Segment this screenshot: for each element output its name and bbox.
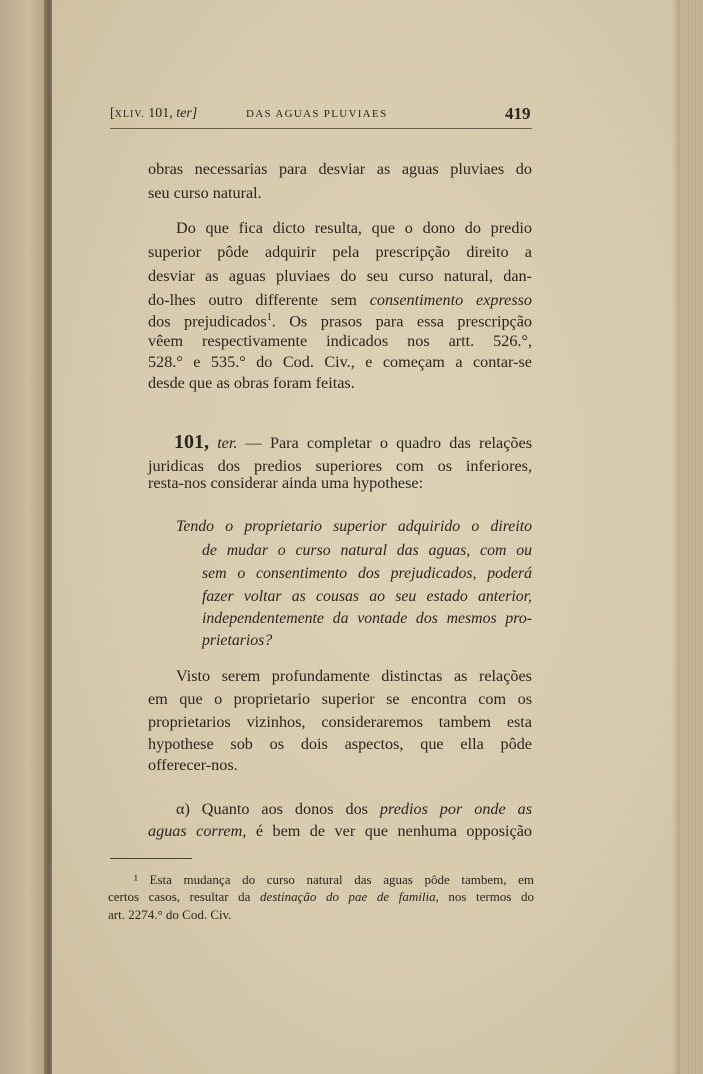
section-suffix-heading: ter. <box>217 434 238 452</box>
text-line: juridicas dos predios superiores com os inferiores, <box>148 457 532 475</box>
text-line: 528.° e 535.° do Cod. Civ., e começam a contar-se <box>148 353 532 371</box>
text-line: resta-nos considerar ainda uma hypothese: <box>148 474 424 492</box>
header-rule <box>110 128 532 129</box>
chapter-number: XLIV. <box>114 109 145 120</box>
text-line: proprietarios vizinhos, consideraremos tambem esta <box>148 713 532 731</box>
running-header-title: DAS AGUAS PLUVIAES <box>246 108 388 120</box>
italic-phrase: predios por onde as <box>379 800 533 818</box>
text-line: vêem respectivamente indicados nos artt. 526.°, <box>148 332 532 350</box>
footnote-marker: 1 <box>266 312 272 323</box>
italic-phrase: consentimento expresso <box>369 291 533 309</box>
question-line: prietarios? <box>202 632 273 649</box>
text-line: seu curso natural. <box>148 184 262 202</box>
page-stack-edge <box>680 0 703 1074</box>
text-line: Visto serem profundamente distinctas as relações <box>176 667 532 685</box>
question-line: Tendo o proprietario superior adquirido o direito <box>176 518 532 535</box>
text-line: do-lhes outro differente sem consentimento expresso <box>148 291 533 309</box>
text-line: em que o proprietario superior se encontra com os <box>148 690 532 708</box>
text-line: superior pôde adquirir pela prescripção direito a <box>148 243 532 261</box>
section-number: 101, <box>148 106 173 121</box>
footnote-line: art. 2274.° do Cod. Civ. <box>108 907 232 922</box>
text-line: dos prejudicados$^1$. Os prasos para essa prescripção <box>148 312 532 331</box>
text-line: obras necessarias para desviar as aguas pluviaes do <box>148 160 532 178</box>
text-line: aguas correm, é bem de ver que nenhuma opposição <box>148 822 532 840</box>
footnote-rule <box>110 858 192 859</box>
question-line: sem o consentimento dos prejudicados, poderá <box>202 565 532 582</box>
text-line: desde que as obras foram feitas. <box>148 374 355 392</box>
footnote-line: certos casos, resultar da destinação do pae de familia, nos termos do <box>108 889 535 904</box>
text-line: offerecer-nos. <box>148 756 238 774</box>
running-header-section: [XLIV. 101, ter] <box>110 106 198 121</box>
question-line: de mudar o curso natural das aguas, com ou <box>202 542 532 559</box>
text-line: desviar as aguas pluviaes do seu curso natural, dan- <box>148 267 532 285</box>
page-number: 419 <box>505 104 531 123</box>
italic-phrase: aguas correm, <box>148 822 247 840</box>
section-number-heading: 101, <box>174 431 209 453</box>
text-line: Do que fica dicto resulta, que o dono do predio <box>176 219 532 237</box>
section-heading-line: 101, ter. — Para completar o quadro das relações <box>174 431 533 453</box>
text-line: α) Quanto aos donos dos predios por onde as <box>176 800 533 818</box>
question-line: independentemente da vontade dos mesmos pro- <box>202 610 532 627</box>
italic-phrase: destinação do pae de familia, <box>260 889 439 904</box>
text-line: hypothese sob os dois aspectos, que ella pôde <box>148 735 532 753</box>
section-suffix: ter] <box>176 106 198 121</box>
question-line: fazer voltar as cousas ao seu estado anterior, <box>202 588 532 605</box>
footnote-line: ¹ Esta mudança do curso natural das aguas pôde tambem, em <box>134 872 534 887</box>
